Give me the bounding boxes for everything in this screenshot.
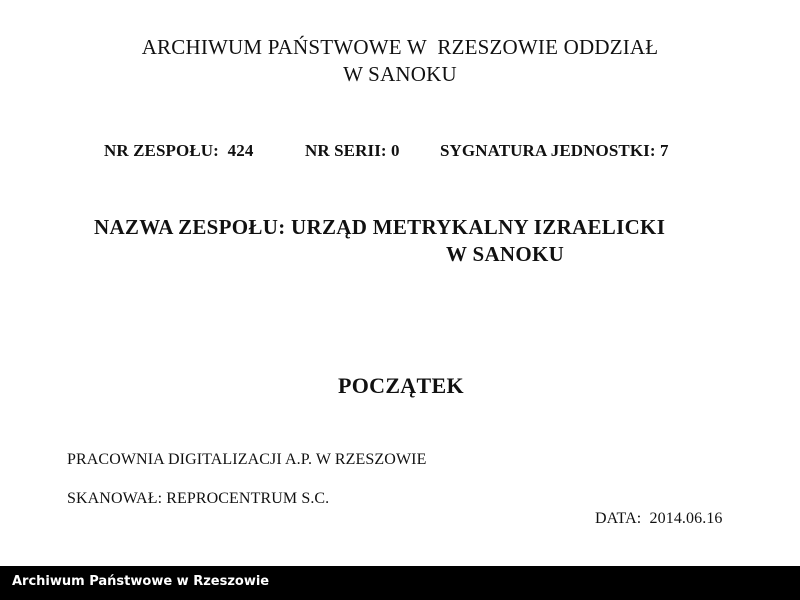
- archive-header-line1: ARCHIWUM PAŃSTWOWE W RZESZOWIE ODDZIAŁ: [141, 35, 659, 59]
- series-number: NR SERII: 0: [305, 141, 400, 160]
- watermark-bar: [0, 566, 800, 600]
- collection-number: NR ZESPOŁU: 424: [104, 141, 254, 160]
- scan-date: DATA: 2014.06.16: [595, 510, 723, 527]
- scanned-by: SKANOWAŁ: REPROCENTRUM S.C.: [67, 490, 330, 507]
- unit-signature: SYGNATURA JEDNOSTKI: 7: [440, 141, 669, 160]
- archive-header-line2: W SANOKU: [343, 62, 457, 86]
- archive-header: [0, 34, 800, 88]
- collection-name-line1: NAZWA ZESPOŁU: URZĄD METRYKALNY IZRAELICKI: [94, 215, 666, 239]
- collection-name-line2: W SANOKU: [446, 242, 565, 266]
- section-title: POCZĄTEK: [338, 373, 464, 398]
- digitization-studio: PRACOWNIA DIGITALIZACJI A.P. W RZESZOWIE: [67, 451, 427, 468]
- watermark-label: Archiwum Państwowe w Rzeszowie: [12, 574, 270, 589]
